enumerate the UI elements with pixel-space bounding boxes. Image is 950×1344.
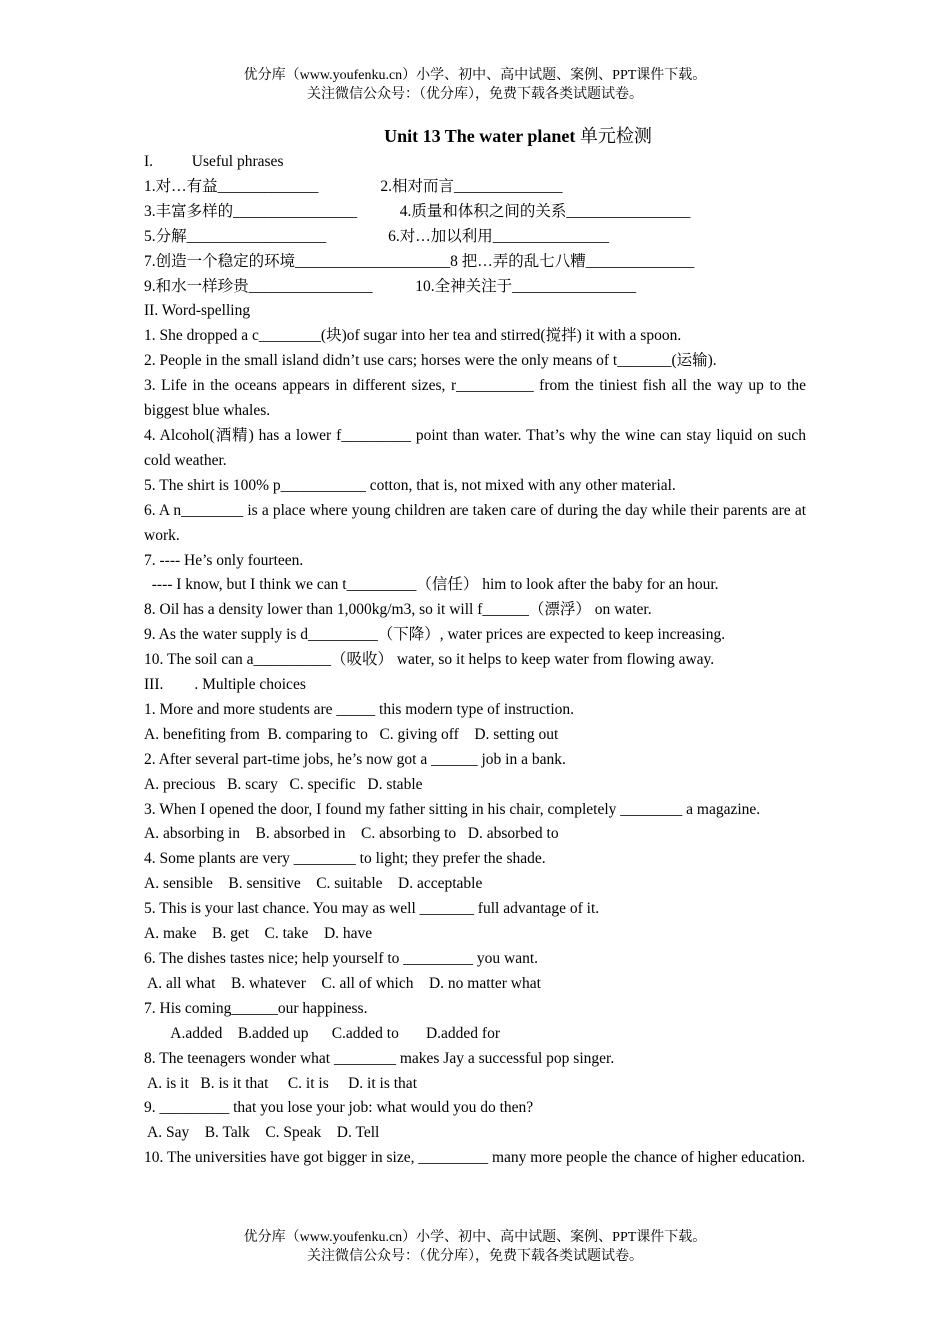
page-header bbox=[0, 66, 950, 104]
spelling-item: 4. Alcohol(酒精) has a lower f_________ point than water. That’s why the wine can stay liquid on such cold weather. bbox=[144, 426, 806, 469]
page-title bbox=[0, 124, 950, 148]
choice-question: 10. The universities have got bigger in size, _________ many more people the chance of higher education. bbox=[144, 1149, 806, 1167]
choice-options: A.added B.added up C.added to D.added for bbox=[144, 1024, 501, 1042]
choice-options: A. all what B. whatever C. all of which D. no matter what bbox=[144, 974, 541, 992]
spelling-item: 7. ---- He’s only fourteen. bbox=[144, 551, 304, 569]
phrase-row: 1.对…有益_____________ 2.相对而言______________ bbox=[144, 177, 563, 195]
spelling-item: 2. People in the small island didn’t use cars; horses were the only means of t_______(运输). bbox=[144, 352, 717, 370]
phrase-row: 3.丰富多样的________________ 4.质量和体积之间的关系________________ bbox=[144, 202, 691, 220]
title-chinese: 单元检测 bbox=[579, 126, 652, 146]
choice-options: A. Say B. Talk C. Speak D. Tell bbox=[144, 1124, 380, 1142]
header-line-1: 优分库（www.youfenku.cn）小学、初中、高中试题、案例、PPT课件下载。 bbox=[243, 68, 707, 83]
choice-question: 1. More and more students are _____ this modern type of instruction. bbox=[144, 700, 575, 718]
choice-question: 2. After several part-time jobs, he’s now got a ______ job in a bank. bbox=[144, 750, 566, 768]
section-2-heading: II. Word-spelling bbox=[144, 302, 251, 320]
choice-options: A. is it B. is it that C. it is D. it is that bbox=[144, 1074, 417, 1092]
spelling-item: ---- I know, but I think we can t_________（信任） him to look after the baby for an hour. bbox=[144, 576, 719, 594]
phrase-row: 9.和水一样珍贵________________ 10.全神关注于________________ bbox=[144, 277, 637, 295]
choice-options: A. sensible B. sensitive C. suitable D. acceptable bbox=[144, 875, 483, 893]
spelling-item: 6. A n________ is a place where young children are taken care of during the day while their parents are at work. bbox=[144, 501, 806, 544]
spelling-item: 3. Life in the oceans appears in different sizes, r__________ from the tiniest fish all the way up to the biggest blue whales. bbox=[144, 377, 806, 420]
footer-line-1: 优分库（www.youfenku.cn）小学、初中、高中试题、案例、PPT课件下载。 bbox=[243, 1230, 707, 1245]
phrase-row: 7.创造一个稳定的环境____________________8 把…弄的乱七八糟______________ bbox=[144, 252, 695, 270]
choice-options: A. absorbing in B. absorbed in C. absorbing to D. absorbed to bbox=[144, 825, 559, 843]
spelling-item: 8. Oil has a density lower than 1,000kg/m3, so it will f______（漂浮） on water. bbox=[144, 601, 652, 619]
page-footer bbox=[0, 1228, 950, 1266]
choice-question: 6. The dishes tastes nice; help yourself to _________ you want. bbox=[144, 950, 539, 967]
section-3-heading: III. . Multiple choices bbox=[144, 676, 306, 694]
choice-options: A. benefiting from B. comparing to C. giving off D. setting out bbox=[144, 725, 559, 743]
choice-question: 9. _________ that you lose your job: what would you do then? bbox=[144, 1099, 534, 1117]
worksheet-content bbox=[144, 150, 806, 1171]
footer-line-2: 关注微信公众号：（优分库），免费下载各类试题试卷。 bbox=[307, 1249, 643, 1264]
choice-options: A. make B. get C. take D. have bbox=[144, 925, 373, 943]
spelling-item: 5. The shirt is 100% p___________ cotton, that is, not mixed with any other material. bbox=[144, 476, 676, 494]
choice-question: 8. The teenagers wonder what ________ makes Jay a successful pop singer. bbox=[144, 1049, 615, 1067]
choice-question: 5. This is your last chance. You may as well _______ full advantage of it. bbox=[144, 900, 600, 918]
phrase-row: 5.分解__________________ 6.对…加以利用_______________ bbox=[144, 227, 610, 245]
spelling-item: 9. As the water supply is d_________（下降）, water prices are expected to keep increasing. bbox=[144, 626, 726, 644]
section-1-heading: I. Useful phrases bbox=[144, 153, 284, 170]
title-english: Unit 13 The water planet bbox=[384, 126, 580, 146]
choice-question: 4. Some plants are very ________ to light; they prefer the shade. bbox=[144, 850, 546, 868]
spelling-item: 10. The soil can a__________（吸收） water, so it helps to keep water from flowing away. bbox=[144, 651, 715, 669]
spelling-item: 1. She dropped a c________(块)of sugar into her tea and stirred(搅拌) it with a spoon. bbox=[144, 327, 682, 345]
choice-question: 7. His coming______our happiness. bbox=[144, 999, 368, 1017]
choice-options: A. precious B. scary C. specific D. stable bbox=[144, 775, 423, 793]
header-line-2: 关注微信公众号：（优分库），免费下载各类试题试卷。 bbox=[307, 87, 643, 102]
choice-question: 3. When I opened the door, I found my father sitting in his chair, completely ________ a magazine. bbox=[144, 800, 761, 818]
